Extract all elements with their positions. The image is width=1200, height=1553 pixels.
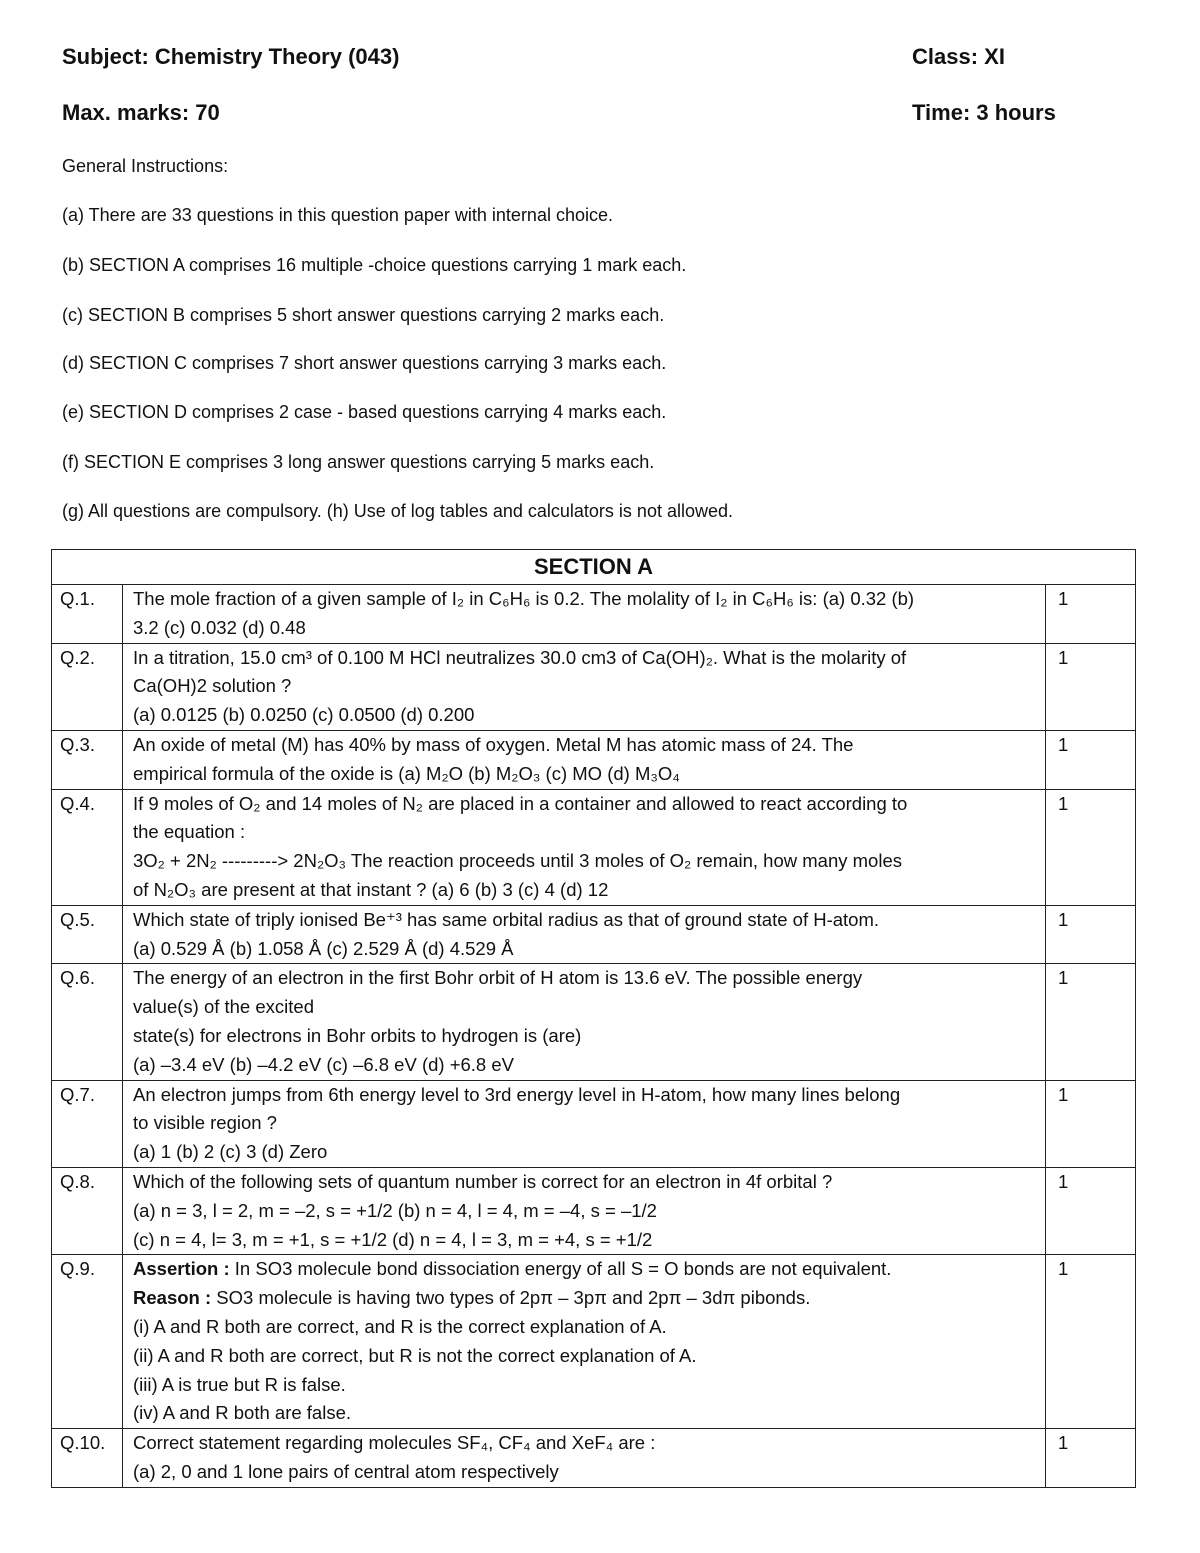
question-line: Which of the following sets of quantum number is correct for an electron in 4f orbital ?	[133, 1170, 833, 1192]
question-line: An electron jumps from 6th energy level to 3rd energy level in H-atom, how many lines belong	[133, 1083, 901, 1105]
question-line: Assertion : In SO3 molecule bond dissociation energy of all S = O bonds are not equivalent.	[133, 1258, 892, 1280]
question-line: 3.2 (c) 0.032 (d) 0.48	[133, 616, 306, 638]
question-text	[123, 789, 1046, 905]
question-number: Q.4.	[52, 789, 123, 905]
question-line: to visible region ?	[133, 1112, 277, 1134]
questions-body	[52, 585, 1136, 1488]
question-text	[123, 730, 1046, 789]
question-line: (ii) A and R both are correct, but R is not the correct explanation of A.	[133, 1344, 697, 1366]
question-line: state(s) for electrons in Bohr orbits to hydrogen is (are)	[133, 1024, 582, 1046]
question-marks: 1	[1046, 905, 1136, 964]
question-row	[52, 905, 1136, 964]
instruction-item: (d) SECTION C comprises 7 short answer questions carrying 3 marks each.	[62, 353, 667, 373]
question-text	[123, 1167, 1046, 1254]
question-line: 3O₂ + 2N₂ ---------> 2N₂O₃ The reaction proceeds until 3 moles of O₂ remain, how many moles	[133, 850, 902, 872]
question-line: If 9 moles of O₂ and 14 moles of N₂ are placed in a container and allowed to react according to	[133, 792, 908, 814]
question-row	[52, 1080, 1136, 1167]
question-marks: 1	[1046, 643, 1136, 730]
question-text	[123, 905, 1046, 964]
question-line: Which state of triply ionised Be⁺³ has same orbital radius as that of ground state of H-atom.	[133, 908, 880, 930]
question-row	[52, 585, 1136, 644]
question-row	[52, 1255, 1136, 1429]
question-line: Reason : SO3 molecule is having two types of 2pπ – 3pπ and 2pπ – 3dπ pibonds.	[133, 1287, 811, 1309]
instruction-item: (g) All questions are compulsory. (h) Use of log tables and calculators is not allowed.	[62, 501, 733, 521]
time-label: Time: 3 hours	[912, 100, 1056, 125]
question-text	[123, 1080, 1046, 1167]
max-marks-label: Max. marks: 70	[62, 100, 220, 125]
question-line: (a) n = 3, l = 2, m = –2, s = +1/2 (b) n = 4, l = 4, m = –4, s = –1/2	[133, 1199, 657, 1221]
question-line: The energy of an electron in the first Bohr orbit of H atom is 13.6 eV. The possible energy	[133, 967, 863, 989]
question-number: Q.10.	[52, 1429, 123, 1488]
question-line: (c) n = 4, l= 3, m = +1, s = +1/2 (d) n = 4, l = 3, m = +4, s = +1/2	[133, 1228, 653, 1250]
question-line: of N₂O₃ are present at that instant ? (a) 6 (b) 3 (c) 4 (d) 12	[133, 878, 609, 900]
question-row	[52, 964, 1136, 1080]
question-line: value(s) of the excited	[133, 996, 314, 1018]
question-text	[123, 964, 1046, 1080]
question-marks: 1	[1046, 730, 1136, 789]
instruction-item: (a) There are 33 questions in this question paper with internal choice.	[62, 205, 613, 225]
instructions-title: General Instructions:	[62, 156, 229, 176]
question-marks: 1	[1046, 1167, 1136, 1254]
section-a-table	[51, 549, 1136, 1488]
section-a-title: SECTION A	[52, 550, 1136, 585]
question-row	[52, 1167, 1136, 1254]
question-text	[123, 643, 1046, 730]
question-marks: 1	[1046, 964, 1136, 1080]
question-line: (a) –3.4 eV (b) –4.2 eV (c) –6.8 eV (d) +6.8 eV	[133, 1053, 514, 1075]
question-line: In a titration, 15.0 cm³ of 0.100 M HCl neutralizes 30.0 cm3 of Ca(OH)₂. What is the molarity of	[133, 646, 907, 668]
question-line: (i) A and R both are correct, and R is the correct explanation of A.	[133, 1315, 667, 1337]
question-number: Q.9.	[52, 1255, 123, 1429]
question-line: (a) 2, 0 and 1 lone pairs of central atom respectively	[133, 1460, 559, 1482]
question-marks: 1	[1046, 585, 1136, 644]
question-line: empirical formula of the oxide is (a) M₂O (b) M₂O₃ (c) MO (d) M₃O₄	[133, 762, 680, 784]
question-number: Q.7.	[52, 1080, 123, 1167]
question-marks: 1	[1046, 1080, 1136, 1167]
question-number: Q.2.	[52, 643, 123, 730]
instruction-item: (c) SECTION B comprises 5 short answer questions carrying 2 marks each.	[62, 305, 665, 325]
subject-label: Subject: Chemistry Theory (043)	[62, 44, 400, 69]
question-line: (a) 0.0125 (b) 0.0250 (c) 0.0500 (d) 0.200	[133, 704, 475, 726]
question-line: An oxide of metal (M) has 40% by mass of oxygen. Metal M has atomic mass of 24. The	[133, 733, 854, 755]
question-marks: 1	[1046, 1429, 1136, 1488]
question-text	[123, 1429, 1046, 1488]
question-row	[52, 730, 1136, 789]
question-number: Q.5.	[52, 905, 123, 964]
question-line: Ca(OH)2 solution ?	[133, 675, 292, 697]
question-line: (iv) A and R both are false.	[133, 1402, 352, 1424]
question-text	[123, 1255, 1046, 1429]
question-line: (iii) A is true but R is false.	[133, 1373, 346, 1395]
question-number: Q.6.	[52, 964, 123, 1080]
question-line: (a) 1 (b) 2 (c) 3 (d) Zero	[133, 1141, 328, 1163]
question-marks: 1	[1046, 789, 1136, 905]
instruction-item: (b) SECTION A comprises 16 multiple -choice questions carrying 1 mark each.	[62, 255, 687, 275]
instruction-item: (e) SECTION D comprises 2 case - based questions carrying 4 marks each.	[62, 402, 667, 422]
question-marks: 1	[1046, 1255, 1136, 1429]
instruction-item: (f) SECTION E comprises 3 long answer questions carrying 5 marks each.	[62, 452, 655, 472]
question-row	[52, 789, 1136, 905]
question-line: (a) 0.529 Å (b) 1.058 Å (c) 2.529 Å (d) 4.529 Å	[133, 937, 514, 959]
question-row	[52, 643, 1136, 730]
question-row	[52, 1429, 1136, 1488]
class-label: Class: XI	[912, 44, 1005, 69]
question-line: the equation :	[133, 821, 246, 843]
question-number: Q.1.	[52, 585, 123, 644]
question-number: Q.8.	[52, 1167, 123, 1254]
question-text	[123, 585, 1046, 644]
question-line: Correct statement regarding molecules SF₄, CF₄ and XeF₄ are :	[133, 1432, 656, 1454]
question-number: Q.3.	[52, 730, 123, 789]
question-line: The mole fraction of a given sample of I₂ in C₆H₆ is 0.2. The molality of I₂ in C₆H₆ is: (a) 0.32 (b)	[133, 588, 915, 609]
